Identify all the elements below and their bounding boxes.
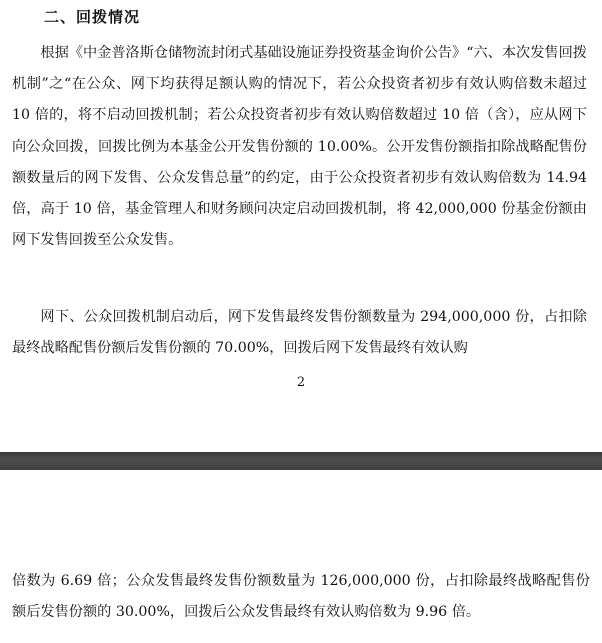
paragraph-public-result: 倍数为 6.69 倍；公众发售最终发售份额数量为 126,000,000 份，占扣除最终战略配售份额后发售份额的 30.00%，回拨后公众发售最终有效认购倍数为 9.96 倍。 xyxy=(12,573,590,621)
section-heading: 二、回拨情况 xyxy=(44,8,141,26)
paragraph-offline-result: 网下、公众回拨机制启动后，网下发售最终发售份额数量为 294,000,000 份，占扣除最终战略配售份额后发售份额的 70.00%，回拨后网下发售最终有效认购 xyxy=(12,309,587,357)
page-number: 2 xyxy=(296,375,306,390)
page-separator xyxy=(0,452,602,470)
paragraph-clawback-rule: 根据《中金普洛斯仓储物流封闭式基础设施证券投资基金询价公告》“六、本次发售回拨机制”之“在公众、网下均获得足额认购的情况下，若公众投资者初步有效认购倍数未超过 10 倍的，将不启动回拨机制；若公众投资者初步有效认购倍数超过 10 倍（含），应从网下向公众回拨，回拨比例为本基金公开发售份额的 10.00%。公开发售份额指扣除战略配售份额数量后的网下发售、公众发售总量”的约定，由于公众投资者初步有效认购倍数为 14.94 倍，高于 10 倍，基金管理人和财务顾问决定启动回拨机制，将 42,000,000 份基金份额由网下发售回拨至公众发售。 xyxy=(12,45,587,249)
